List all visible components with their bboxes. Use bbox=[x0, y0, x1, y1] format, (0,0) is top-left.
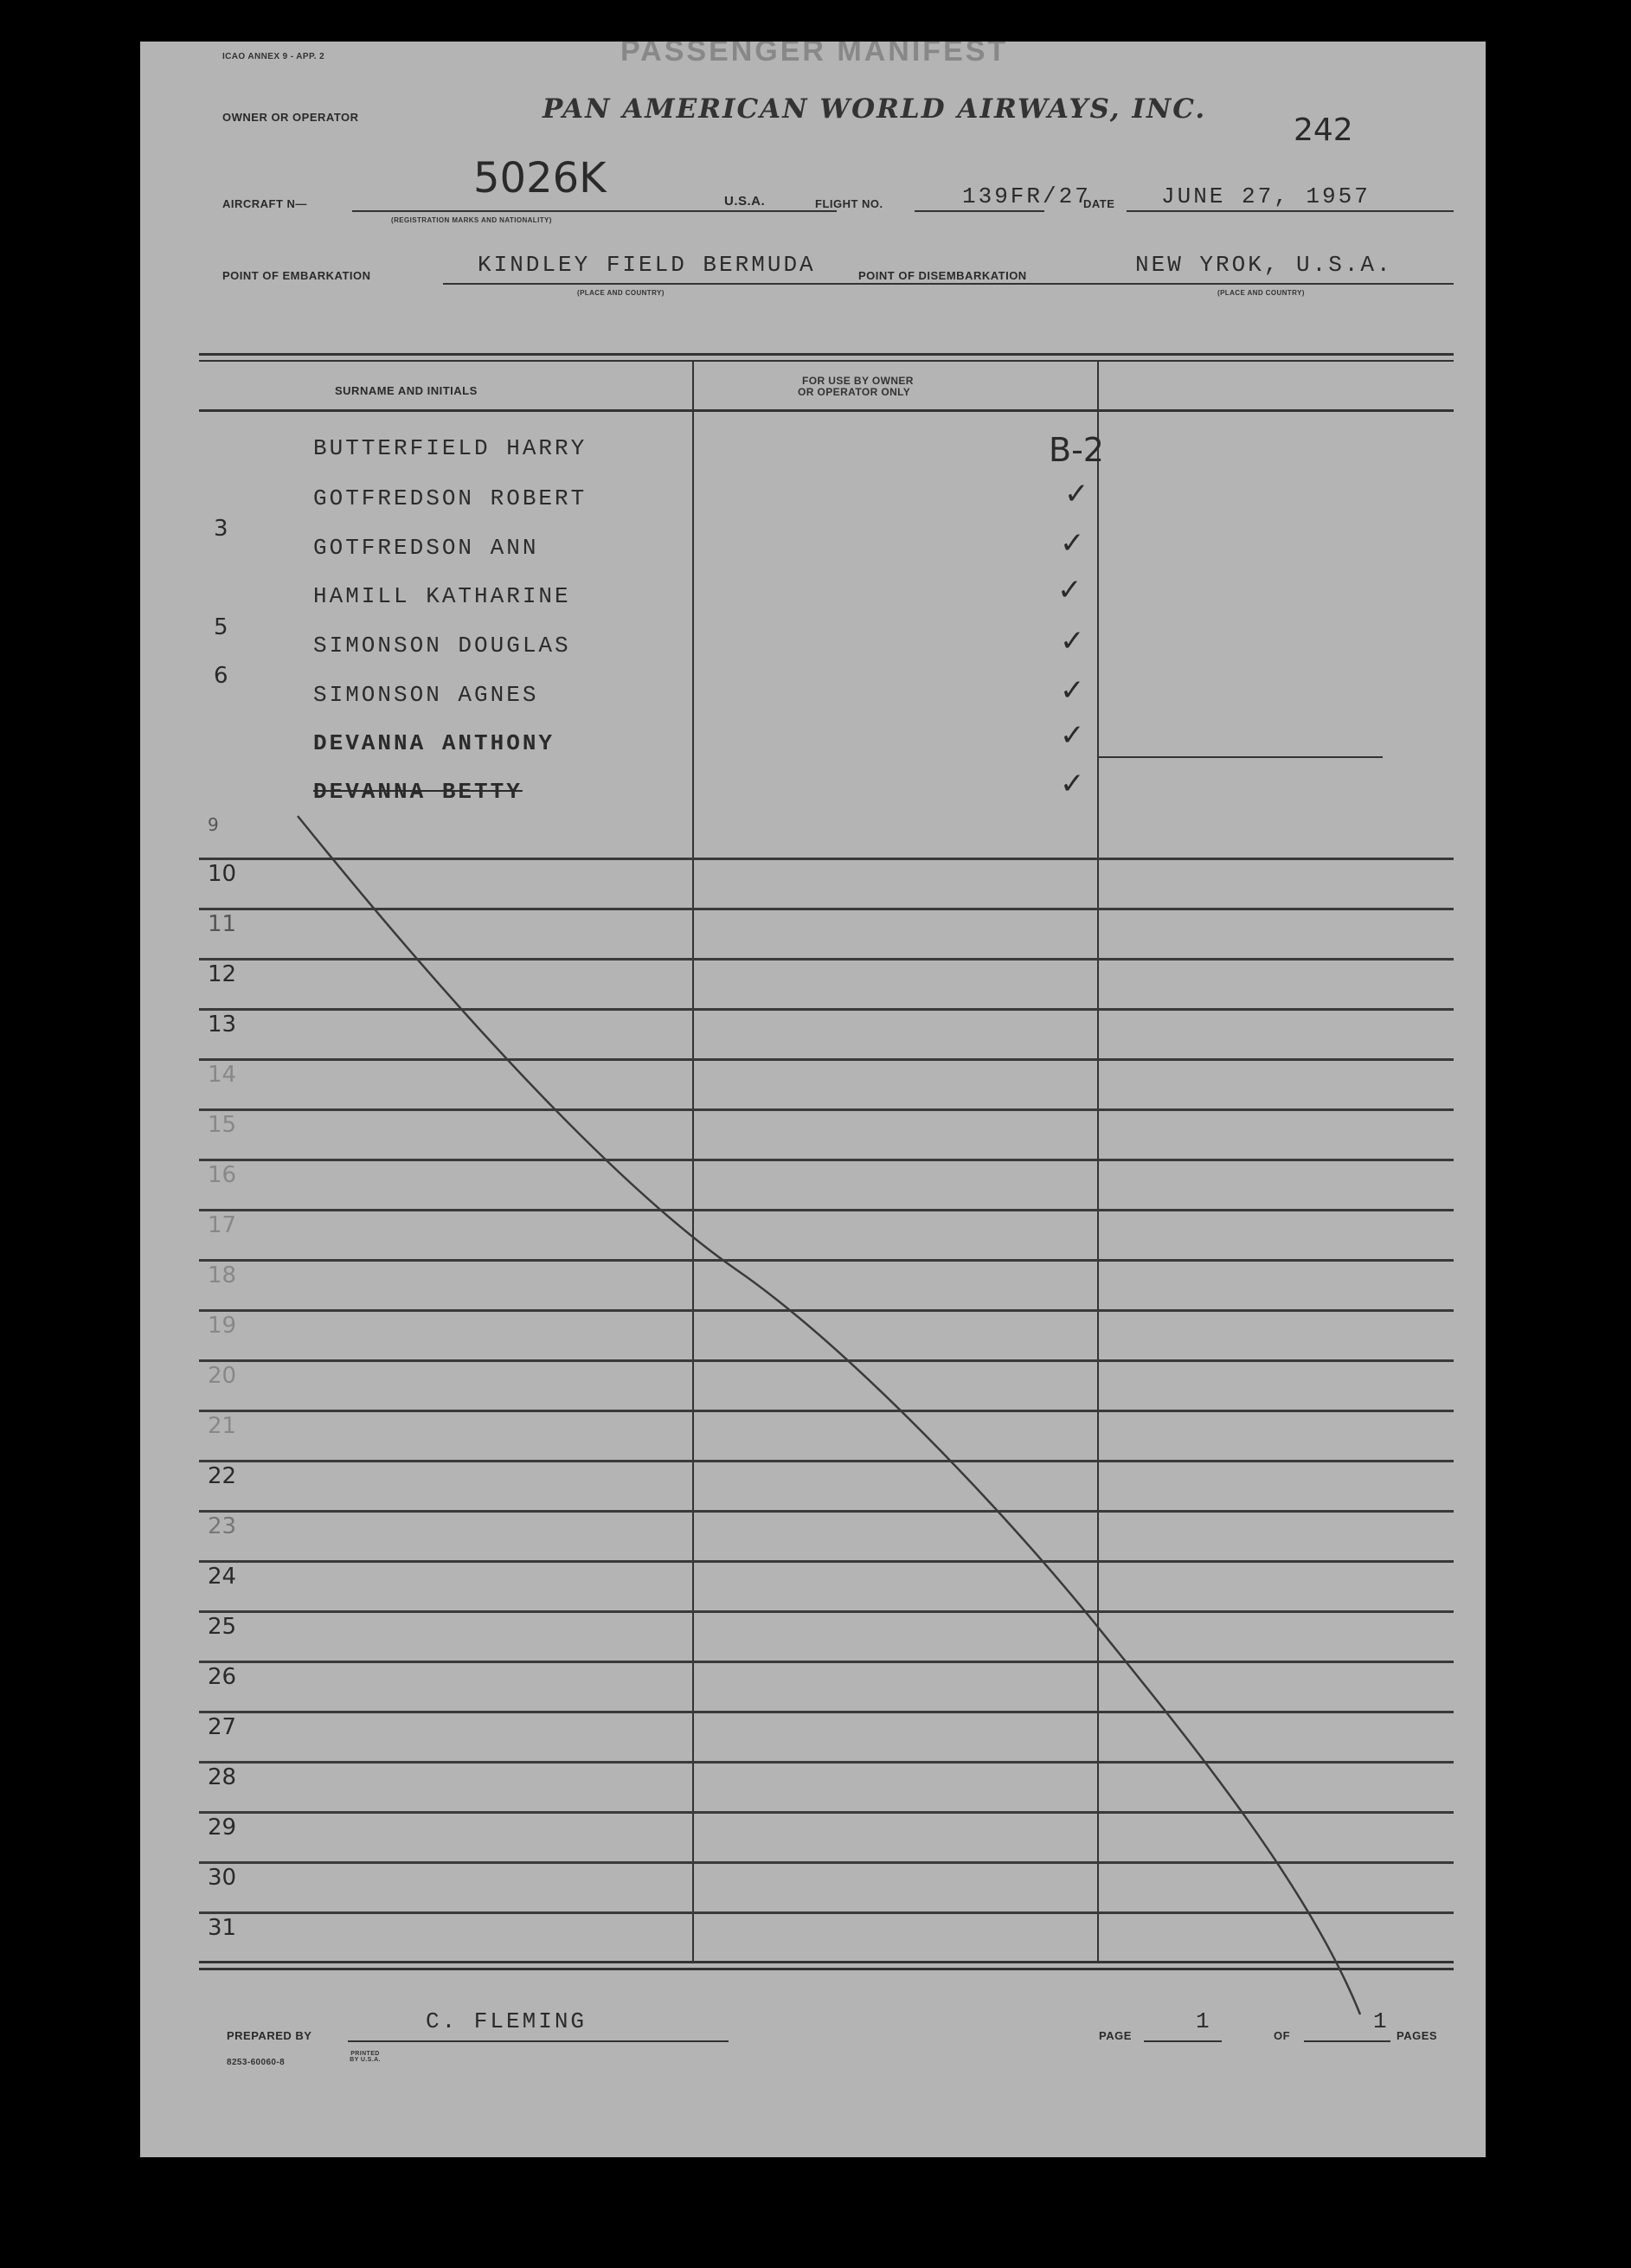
form-title: PASSENGER MANIFEST bbox=[620, 42, 1009, 67]
row-number: 6 bbox=[214, 663, 228, 689]
surname-column-header: SURNAME AND INITIALS bbox=[335, 384, 478, 397]
row-number: 28 bbox=[208, 1764, 237, 1790]
row-number: 20 bbox=[208, 1363, 237, 1389]
date-label: DATE bbox=[1083, 197, 1115, 210]
row-number: 24 bbox=[208, 1564, 237, 1590]
passenger-mark: ✓ bbox=[1060, 624, 1085, 659]
page-underline bbox=[1144, 2040, 1222, 2042]
embarkation-label: POINT OF EMBARKATION bbox=[222, 269, 371, 282]
row-number: 22 bbox=[208, 1463, 237, 1489]
embarkation-place: KINDLEY FIELD BERMUDA bbox=[478, 252, 816, 278]
owner-operator-label: OWNER OR OPERATOR bbox=[222, 111, 359, 124]
registration-note: (REGISTRATION MARKS AND NATIONALITY) bbox=[391, 216, 552, 224]
row-number: 17 bbox=[208, 1212, 237, 1238]
passenger-name: DEVANNA BETTY bbox=[313, 779, 523, 805]
row-number: 18 bbox=[208, 1262, 237, 1288]
aircraft-number: 5026K bbox=[473, 154, 607, 202]
of-label: OF bbox=[1274, 2029, 1291, 2042]
row-number: 9 bbox=[208, 814, 219, 835]
prepared-by-name: C. FLEMING bbox=[426, 2008, 588, 2034]
printer-note: PRINTED BY U.S.A. bbox=[350, 2051, 381, 2063]
owner-use-header-1: FOR USE BY OWNER bbox=[802, 375, 914, 387]
passenger-mark: ✓ bbox=[1064, 477, 1089, 511]
passenger-name: SIMONSON DOUGLAS bbox=[313, 633, 571, 659]
passenger-mark: ✓ bbox=[1057, 573, 1082, 607]
page-stamp-number: 242 bbox=[1294, 112, 1353, 148]
passenger-name: GOTFREDSON ROBERT bbox=[313, 485, 588, 511]
row-number: 30 bbox=[208, 1865, 237, 1891]
row-number: 26 bbox=[208, 1664, 237, 1690]
owner-use-header-2: OR OPERATOR ONLY bbox=[798, 386, 911, 398]
passenger-mark: ✓ bbox=[1060, 673, 1085, 708]
aircraft-label: AIRCRAFT N— bbox=[222, 197, 307, 210]
passenger-mark: B-2 bbox=[1049, 431, 1104, 469]
passenger-mark: ✓ bbox=[1060, 526, 1085, 561]
disembarkation-note: (PLACE AND COUNTRY) bbox=[1217, 289, 1305, 297]
pages-label: PAGES bbox=[1397, 2029, 1438, 2042]
flight-date: JUNE 27, 1957 bbox=[1161, 183, 1371, 209]
row-number: 11 bbox=[208, 911, 237, 937]
row-number: 21 bbox=[208, 1413, 237, 1439]
passenger-name: SIMONSON AGNES bbox=[313, 682, 539, 708]
prepared-by-label: PREPARED BY bbox=[227, 2029, 312, 2042]
passenger-mark: ✓ bbox=[1060, 718, 1085, 753]
row-number: 16 bbox=[208, 1162, 237, 1188]
row-number: 12 bbox=[208, 961, 237, 987]
row-number: 25 bbox=[208, 1614, 237, 1640]
row-number: 19 bbox=[208, 1313, 237, 1339]
row-number: 5 bbox=[214, 614, 228, 640]
row-number: 15 bbox=[208, 1112, 237, 1138]
usa-label: U.S.A. bbox=[724, 194, 766, 209]
prepared-by-underline bbox=[348, 2040, 729, 2042]
passenger-name: GOTFREDSON ANN bbox=[313, 535, 539, 561]
manifest-page bbox=[140, 42, 1486, 2157]
row-number: 27 bbox=[208, 1714, 237, 1740]
disembarkation-label: POINT OF DISEMBARKATION bbox=[858, 269, 1027, 282]
row-number: 3 bbox=[214, 516, 228, 542]
diagonal-void-line bbox=[140, 42, 1486, 2157]
form-number: 8253-60060-8 bbox=[227, 2058, 286, 2067]
flight-number: 139FR/27 bbox=[962, 183, 1091, 209]
row-number: 31 bbox=[208, 1915, 237, 1941]
disembarkation-place: NEW YROK, U.S.A. bbox=[1135, 252, 1393, 278]
row-number: 10 bbox=[208, 861, 237, 887]
flight-no-label: FLIGHT NO. bbox=[815, 197, 883, 210]
passenger-name: DEVANNA ANTHONY bbox=[313, 730, 555, 756]
passenger-name: HAMILL KATHARINE bbox=[313, 583, 571, 609]
passenger-name: BUTTERFIELD HARRY bbox=[313, 435, 588, 461]
of-underline bbox=[1304, 2040, 1390, 2042]
row-number: 23 bbox=[208, 1513, 237, 1539]
passenger-mark: ✓ bbox=[1060, 767, 1085, 801]
form-code: ICAO ANNEX 9 - APP. 2 bbox=[222, 52, 325, 61]
row-number: 13 bbox=[208, 1012, 237, 1038]
row-number: 14 bbox=[208, 1062, 237, 1088]
page-total: 1 bbox=[1373, 2008, 1390, 2034]
row-number: 29 bbox=[208, 1815, 237, 1841]
page-label: PAGE bbox=[1099, 2029, 1132, 2042]
page-number: 1 bbox=[1196, 2008, 1212, 2034]
embarkation-note: (PLACE AND COUNTRY) bbox=[577, 289, 665, 297]
operator-name: PAN AMERICAN WORLD AIRWAYS, INC. bbox=[543, 93, 1207, 125]
